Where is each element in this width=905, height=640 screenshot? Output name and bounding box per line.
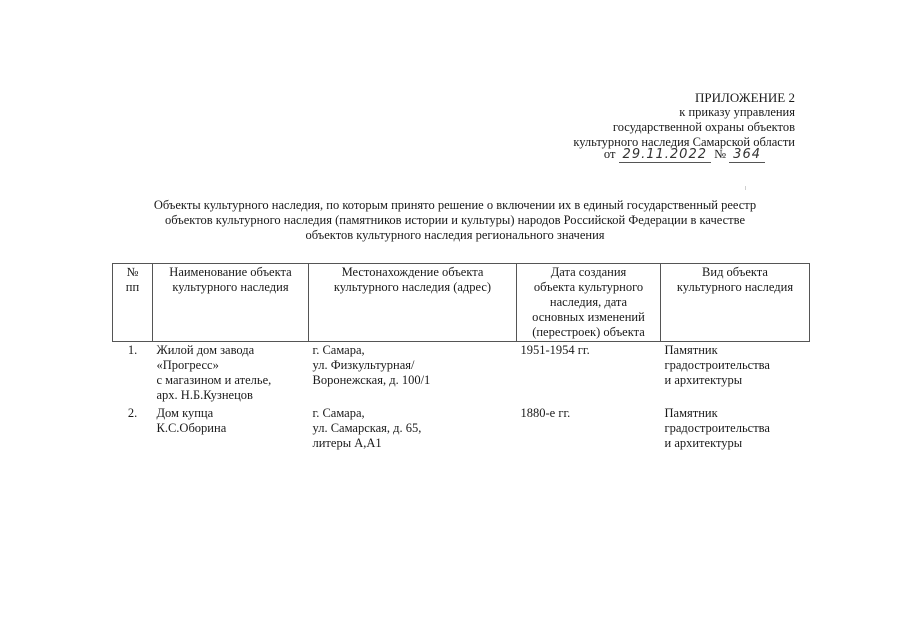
cell-line: г. Самара, — [312, 343, 365, 357]
header-line: (перестроек) объекта — [532, 325, 645, 339]
header-kind — [661, 264, 810, 342]
heritage-table — [112, 263, 810, 453]
cell-line: К.С.Оборина — [156, 421, 227, 435]
cell-line: Памятник — [664, 343, 718, 357]
header-line: Местонахождение объекта — [341, 265, 484, 279]
cell-line: ул. Самарская, д. 65, — [312, 421, 422, 435]
cell-line: градостроительства — [664, 358, 770, 372]
cell-line: 1951-1954 гг. — [520, 343, 590, 357]
cell-line: градостроительства — [664, 421, 770, 435]
order-prefix: от — [603, 147, 616, 161]
order-number-prefix: № — [714, 147, 727, 161]
cell-date — [517, 342, 661, 406]
header-line: основных изменений — [532, 310, 645, 324]
header-line: № — [126, 265, 139, 279]
annex-line: государственной охраны объектов — [612, 120, 795, 134]
scan-artifact-line — [745, 186, 746, 190]
heading-line: объектов культурного наследия регионального значения — [305, 228, 605, 242]
cell-date — [517, 405, 661, 453]
header-line: пп — [125, 280, 140, 294]
cell-number: 2. — [127, 406, 138, 420]
annex-title: ПРИЛОЖЕНИЕ 2 — [695, 90, 795, 105]
cell-line: Памятник — [664, 406, 718, 420]
cell-line: г. Самара, — [312, 406, 365, 420]
cell-line: 1880-е гг. — [520, 406, 571, 420]
cell-name — [153, 342, 309, 406]
table-row — [113, 342, 810, 406]
cell-line: «Прогресс» — [156, 358, 219, 372]
header-number — [113, 264, 153, 342]
annex-block — [515, 90, 795, 150]
header-line: культурного наследия — [172, 280, 289, 294]
order-reference — [604, 147, 765, 162]
document-heading — [115, 198, 795, 243]
cell-line: арх. Н.Б.Кузнецов — [156, 388, 253, 402]
cell-line: литеры А,А1 — [312, 436, 382, 450]
cell-address — [309, 342, 517, 406]
cell-line: с магазином и ателье, — [156, 373, 272, 387]
annex-line: к приказу управления — [679, 105, 795, 119]
cell-line: ул. Физкультурная/ — [312, 358, 415, 372]
heading-line: Объекты культурного наследия, по которым принято решение о включении их в единый государственный реестр — [153, 198, 757, 212]
header-line: Дата создания — [550, 265, 627, 279]
header-line: культурного наследия — [676, 280, 794, 294]
annex-line: культурного наследия Самарской области — [573, 135, 795, 149]
heading-line: объектов культурного наследия (памятников истории и культуры) народов Российской Федерации в качестве — [164, 213, 746, 227]
cell-line: Дом купца — [156, 406, 214, 420]
header-line: наследия, дата — [549, 295, 628, 309]
header-date — [517, 264, 661, 342]
cell-kind — [661, 405, 810, 453]
table-header-row — [113, 264, 810, 342]
cell-kind — [661, 342, 810, 406]
header-line: Наименование объекта — [169, 265, 292, 279]
cell-address — [309, 405, 517, 453]
cell-line: и архитектуры — [664, 373, 743, 387]
cell-line: и архитектуры — [664, 436, 743, 450]
cell-line: Жилой дом завода — [156, 343, 255, 357]
header-line: Вид объекта — [702, 265, 768, 279]
header-address — [309, 264, 517, 342]
order-date-handwritten: 29.11.2022 — [619, 147, 711, 163]
cell-name — [153, 405, 309, 453]
header-line: объекта культурного — [533, 280, 644, 294]
cell-number: 1. — [127, 343, 138, 357]
header-name — [153, 264, 309, 342]
table-row — [113, 405, 810, 453]
cell-line: Воронежская, д. 100/1 — [312, 373, 431, 387]
header-line: культурного наследия (адрес) — [333, 280, 492, 294]
order-number-handwritten: 364 — [729, 147, 765, 163]
